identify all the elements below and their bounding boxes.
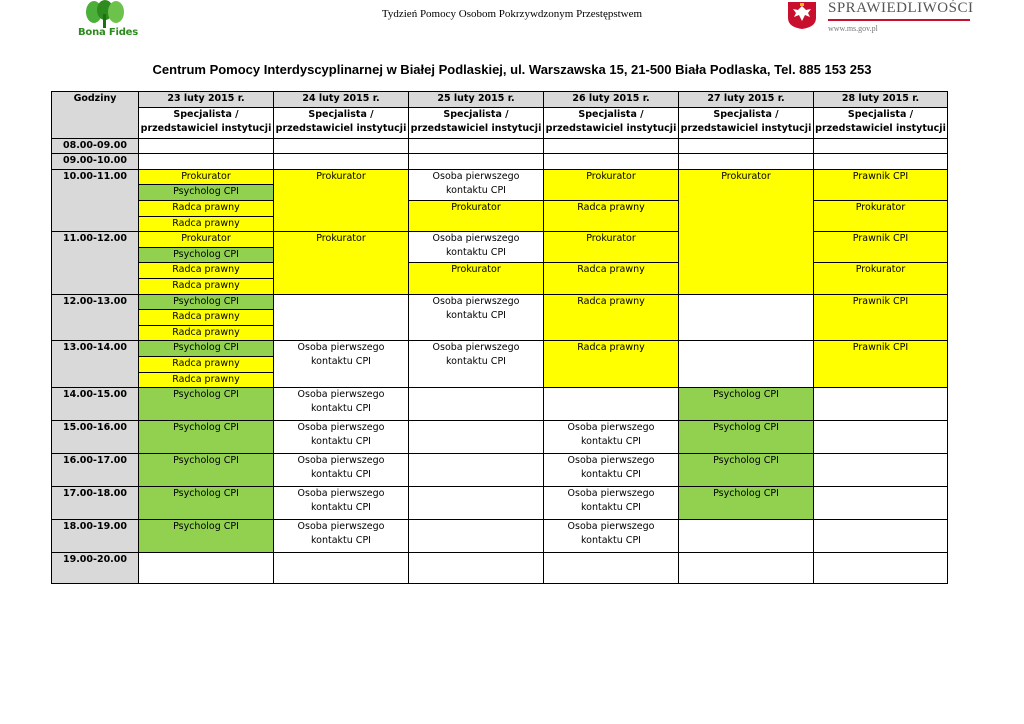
schedule-cell: Psycholog CPI	[139, 520, 274, 553]
schedule-cell	[679, 294, 814, 341]
schedule-cell	[274, 154, 409, 170]
schedule-cell: Psycholog CPI	[679, 421, 814, 454]
specialist-header: Specjalista / przedstawiciel instytucji	[139, 107, 274, 138]
schedule-cell: Prokurator	[814, 263, 948, 294]
schedule-cell	[409, 454, 544, 487]
schedule-cell: Osoba pierwszego kontaktu CPI	[274, 388, 409, 421]
specialist-header: Specjalista / przedstawiciel instytucji	[679, 107, 814, 138]
hours-header: Godziny	[52, 92, 139, 139]
schedule-cell	[544, 553, 679, 584]
schedule-cell	[409, 388, 544, 421]
schedule-cell: Psycholog CPI	[139, 487, 274, 520]
schedule-cell: Radca prawny	[544, 341, 679, 388]
schedule-cell: Radca prawny	[544, 263, 679, 294]
day-header: 25 luty 2015 r.	[409, 92, 544, 108]
schedule-cell	[409, 487, 544, 520]
schedule-cell: Osoba pierwszego kontaktu CPI	[274, 454, 409, 487]
schedule-cell	[274, 138, 409, 154]
schedule-cell	[544, 388, 679, 421]
schedule-cell	[139, 154, 274, 170]
schedule-cell	[679, 341, 814, 388]
schedule-cell	[679, 138, 814, 154]
schedule-cell: Osoba pierwszego kontaktu CPI	[544, 421, 679, 454]
eagle-emblem-icon	[784, 0, 820, 30]
specialist-header: Specjalista / przedstawiciel instytucji	[544, 107, 679, 138]
schedule-cell: Osoba pierwszego kontaktu CPI	[274, 487, 409, 520]
schedule-cell: Prawnik CPI	[814, 232, 948, 263]
specialist-header: Specjalista / przedstawiciel instytucji	[814, 107, 948, 138]
hour-cell: 11.00-12.00	[52, 232, 139, 294]
hour-cell: 08.00-09.00	[52, 138, 139, 154]
bona-fides-logo	[76, 0, 136, 44]
schedule-cell: Psycholog CPI	[139, 421, 274, 454]
schedule-cell: Osoba pierwszego kontaktu CPI	[409, 232, 544, 263]
schedule-cell: Psycholog CPI	[679, 487, 814, 520]
schedule-cell: Prokurator	[814, 200, 948, 231]
schedule-cell	[679, 520, 814, 553]
schedule-cell: Radca prawny	[139, 372, 274, 388]
page-title: Centrum Pomocy Interdyscyplinarnej w Białej Podlaskiej, ul. Warszawska 15, 21-500 Biała Podlaska, Tel. 885 153 253	[152, 62, 872, 77]
page-header: Tydzień Pomocy Osobom Pokrzywdzonym Przestępstwem	[381, 8, 643, 20]
schedule-cell: Radca prawny	[139, 310, 274, 326]
schedule-cell: Osoba pierwszego kontaktu CPI	[409, 294, 544, 341]
hour-cell: 16.00-17.00	[52, 454, 139, 487]
schedule-cell: Prokurator	[274, 232, 409, 294]
schedule-cell: Psycholog CPI	[139, 454, 274, 487]
hour-cell: 14.00-15.00	[52, 388, 139, 421]
schedule-cell: Osoba pierwszego kontaktu CPI	[274, 341, 409, 388]
schedule-cell: Prokurator	[409, 263, 544, 294]
hour-cell: 10.00-11.00	[52, 169, 139, 231]
day-header: 23 luty 2015 r.	[139, 92, 274, 108]
schedule-cell: Radca prawny	[544, 294, 679, 341]
schedule-cell	[814, 553, 948, 584]
schedule-cell: Prokurator	[544, 169, 679, 200]
schedule-cell	[274, 553, 409, 584]
ministry-url: www.ms.gov.pl	[828, 24, 878, 33]
schedule-cell: Radca prawny	[139, 356, 274, 372]
schedule-cell	[139, 138, 274, 154]
schedule-cell: Osoba pierwszego kontaktu CPI	[544, 454, 679, 487]
hour-cell: 13.00-14.00	[52, 341, 139, 388]
schedule-cell	[814, 454, 948, 487]
schedule-cell	[274, 294, 409, 341]
schedule-cell: Radca prawny	[139, 325, 274, 341]
schedule-cell: Prokurator	[409, 200, 544, 231]
schedule-cell	[814, 154, 948, 170]
schedule-cell	[139, 553, 274, 584]
schedule-cell: Radca prawny	[139, 278, 274, 294]
schedule-cell: Osoba pierwszego kontaktu CPI	[544, 520, 679, 553]
hour-cell: 12.00-13.00	[52, 294, 139, 341]
schedule-cell: Prokurator	[274, 169, 409, 231]
specialist-header: Specjalista / przedstawiciel instytucji	[274, 107, 409, 138]
schedule-cell: Radca prawny	[544, 200, 679, 231]
schedule-cell: Psycholog CPI	[139, 341, 274, 357]
schedule-table	[51, 91, 948, 584]
day-header: 26 luty 2015 r.	[544, 92, 679, 108]
schedule-cell: Psycholog CPI	[139, 185, 274, 201]
ministry-logo	[784, 0, 974, 40]
schedule-cell: Osoba pierwszego kontaktu CPI	[409, 169, 544, 200]
schedule-cell	[544, 154, 679, 170]
schedule-cell	[409, 520, 544, 553]
schedule-cell: Prokurator	[544, 232, 679, 263]
schedule-cell	[679, 154, 814, 170]
schedule-cell: Prokurator	[139, 169, 274, 185]
schedule-cell: Osoba pierwszego kontaktu CPI	[544, 487, 679, 520]
schedule-cell	[409, 154, 544, 170]
schedule-cell	[814, 421, 948, 454]
schedule-cell: Radca prawny	[139, 263, 274, 279]
bona-fides-text: Bona Fides	[78, 27, 138, 38]
schedule-cell: Radca prawny	[139, 200, 274, 216]
schedule-cell	[544, 138, 679, 154]
schedule-cell: Psycholog CPI	[679, 454, 814, 487]
schedule-cell: Osoba pierwszego kontaktu CPI	[409, 341, 544, 388]
schedule-cell	[409, 138, 544, 154]
hour-cell: 19.00-20.00	[52, 553, 139, 584]
schedule-cell: Prawnik CPI	[814, 169, 948, 200]
schedule-cell: Psycholog CPI	[139, 294, 274, 310]
schedule-cell: Osoba pierwszego kontaktu CPI	[274, 421, 409, 454]
schedule-cell: Radca prawny	[139, 216, 274, 232]
schedule-cell: Psycholog CPI	[679, 388, 814, 421]
schedule-cell: Prokurator	[679, 169, 814, 294]
schedule-cell	[409, 553, 544, 584]
hour-cell: 09.00-10.00	[52, 154, 139, 170]
hour-cell: 17.00-18.00	[52, 487, 139, 520]
day-header: 27 luty 2015 r.	[679, 92, 814, 108]
schedule-cell: Psycholog CPI	[139, 388, 274, 421]
schedule-cell	[679, 553, 814, 584]
schedule-cell	[814, 138, 948, 154]
specialist-header: Specjalista / przedstawiciel instytucji	[409, 107, 544, 138]
ministry-name: SPRAWIEDLIWOŚCI	[828, 0, 974, 16]
schedule-cell: Prokurator	[139, 232, 274, 248]
schedule-cell: Prawnik CPI	[814, 294, 948, 341]
schedule-cell	[814, 520, 948, 553]
schedule-cell: Prawnik CPI	[814, 341, 948, 388]
schedule-cell: Psycholog CPI	[139, 247, 274, 263]
day-header: 24 luty 2015 r.	[274, 92, 409, 108]
schedule-cell	[814, 487, 948, 520]
schedule-cell	[409, 421, 544, 454]
hour-cell: 15.00-16.00	[52, 421, 139, 454]
schedule-cell	[814, 388, 948, 421]
day-header: 28 luty 2015 r.	[814, 92, 948, 108]
hour-cell: 18.00-19.00	[52, 520, 139, 553]
ministry-divider	[828, 19, 970, 21]
schedule-cell: Osoba pierwszego kontaktu CPI	[274, 520, 409, 553]
